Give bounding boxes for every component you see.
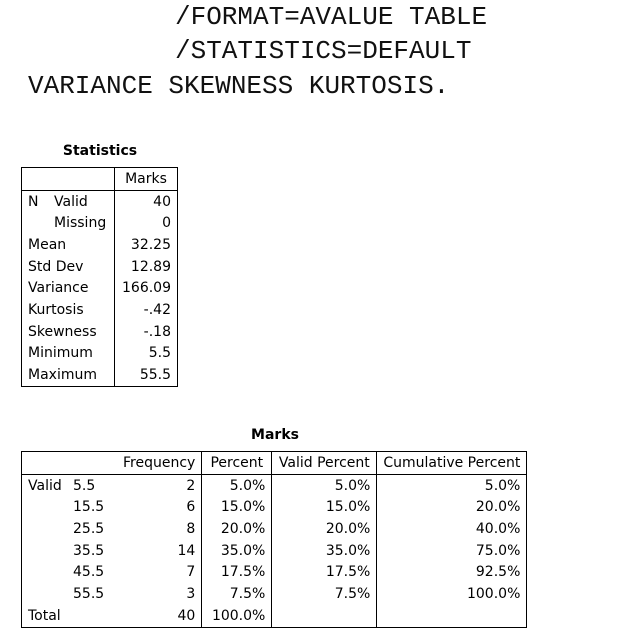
- frequency-header-row: [22, 452, 527, 475]
- cell-percent: 20.0%: [202, 518, 272, 540]
- row-value: 55.5: [139, 367, 171, 384]
- row-value: 32.25: [130, 236, 171, 253]
- table-row-total: [22, 605, 527, 627]
- row-label: Missing: [22, 212, 115, 234]
- row-label: Mean: [22, 234, 115, 256]
- statistics-corner-cell: [22, 168, 115, 191]
- row-label: Skewness: [22, 321, 115, 343]
- header-valid-percent: Valid Percent: [272, 452, 377, 475]
- cell-percent: 35.0%: [202, 540, 272, 562]
- syntax-line-statistics: /STATISTICS=DEFAULT: [175, 36, 472, 66]
- row-value: 5.5: [148, 345, 171, 362]
- row-label: 25.5: [73, 520, 105, 537]
- cell-valid-percent: 5.0%: [272, 474, 377, 496]
- cell-percent: 100.0%: [202, 605, 272, 627]
- row-label: Variance: [22, 277, 115, 299]
- frequency-table: [21, 451, 527, 628]
- table-row: [22, 364, 178, 386]
- row-value: 40: [153, 193, 171, 210]
- table-row: [22, 540, 527, 562]
- frequency-title: Marks: [251, 427, 299, 443]
- row-label: Minimum: [22, 343, 115, 365]
- statistics-title: Statistics: [62, 143, 138, 159]
- cell-cumulative-percent: 100.0%: [466, 585, 521, 602]
- table-row: [22, 583, 527, 605]
- table-row: [22, 321, 178, 343]
- statistics-column-header: Marks: [115, 168, 178, 191]
- row-label: Valid 5.5: [28, 477, 96, 494]
- cell-valid-percent: [272, 605, 377, 627]
- statistics-header-row: [22, 168, 178, 191]
- cell-cumulative-percent: 5.0%: [484, 477, 521, 494]
- row-label: Std Dev: [22, 256, 115, 278]
- cell-frequency: 6: [117, 496, 202, 518]
- cell-valid-percent: 20.0%: [272, 518, 377, 540]
- row-value: 12.89: [130, 258, 171, 275]
- row-label: Total: [28, 607, 61, 624]
- syntax-line-variance: VARIANCE SKEWNESS KURTOSIS.: [28, 71, 450, 101]
- row-label: 35.5: [73, 542, 105, 559]
- row-label: 45.5: [73, 564, 105, 581]
- cell-percent: 5.0%: [202, 474, 272, 496]
- row-value: 166.09: [122, 280, 171, 297]
- cell-frequency: 2: [117, 474, 202, 496]
- cell-frequency: 7: [117, 561, 202, 583]
- statistics-table: [21, 167, 178, 387]
- cell-percent: 15.0%: [202, 496, 272, 518]
- table-row: [22, 277, 178, 299]
- table-row: [22, 190, 178, 212]
- cell-cumulative-percent: 20.0%: [475, 499, 521, 516]
- row-label: Kurtosis: [22, 299, 115, 321]
- table-row: [22, 518, 527, 540]
- cell-valid-percent: 35.0%: [272, 540, 377, 562]
- header-cumulative-percent: Cumulative Percent: [377, 452, 527, 475]
- table-row: [22, 561, 527, 583]
- header-percent: Percent: [202, 452, 272, 475]
- syntax-line-format: /FORMAT=AVALUE TABLE: [175, 2, 488, 32]
- row-value: -.18: [143, 323, 171, 340]
- cell-valid-percent: 7.5%: [272, 583, 377, 605]
- row-value: -.42: [143, 301, 171, 318]
- row-value: 0: [162, 215, 171, 232]
- header-frequency: Frequency: [117, 452, 202, 475]
- cell-cumulative-percent: [377, 605, 527, 627]
- cell-valid-percent: 15.0%: [272, 496, 377, 518]
- table-row: [22, 496, 527, 518]
- cell-frequency: 40: [117, 605, 202, 627]
- row-label: 55.5: [73, 585, 105, 602]
- cell-cumulative-percent: 92.5%: [475, 564, 521, 581]
- table-row: [22, 299, 178, 321]
- table-row: [22, 343, 178, 365]
- table-row: [22, 234, 178, 256]
- row-label: N Valid: [22, 190, 115, 212]
- cell-frequency: 8: [117, 518, 202, 540]
- cell-percent: 7.5%: [202, 583, 272, 605]
- cell-frequency: 3: [117, 583, 202, 605]
- cell-cumulative-percent: 40.0%: [475, 520, 521, 537]
- cell-cumulative-percent: 75.0%: [475, 542, 521, 559]
- table-row: [22, 474, 527, 496]
- cell-percent: 17.5%: [202, 561, 272, 583]
- table-row: [22, 256, 178, 278]
- table-row: [22, 212, 178, 234]
- row-label: Maximum: [22, 364, 115, 386]
- row-label: 15.5: [73, 499, 105, 516]
- frequency-corner-cell: [22, 452, 118, 475]
- cell-frequency: 14: [117, 540, 202, 562]
- cell-valid-percent: 17.5%: [272, 561, 377, 583]
